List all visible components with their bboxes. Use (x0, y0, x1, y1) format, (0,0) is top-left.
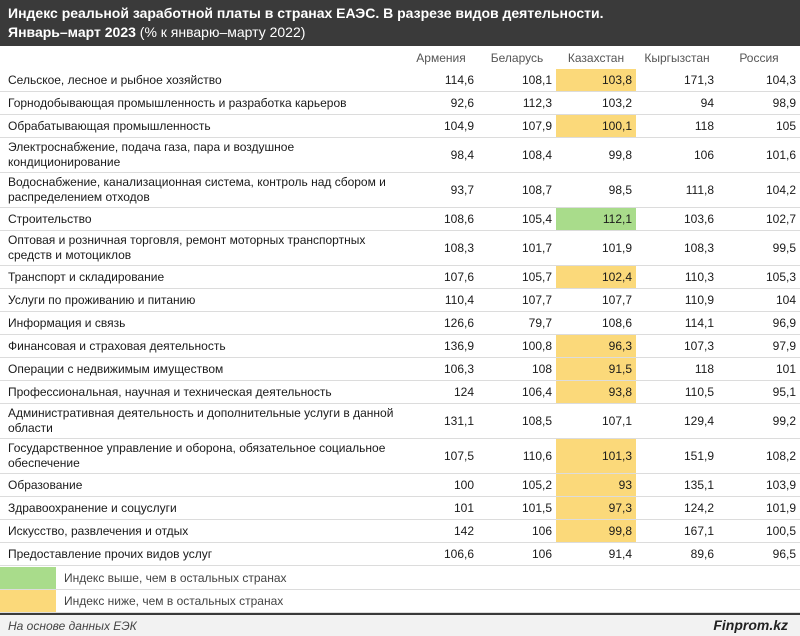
value-cell: 96,3 (556, 335, 636, 358)
value-cell: 110,9 (636, 289, 718, 312)
value-cell: 126,6 (404, 312, 478, 335)
table-row (0, 335, 800, 358)
value-cell: 92,6 (404, 92, 478, 115)
activity-label: Здравоохранение и соцуслуги (0, 497, 404, 520)
footer-bar (0, 613, 800, 636)
table-row (0, 289, 800, 312)
table-row (0, 381, 800, 404)
value-cell: 93,8 (556, 381, 636, 404)
activity-label: Горнодобывающая промышленность и разработка карьеров (0, 92, 404, 115)
value-cell: 100 (404, 474, 478, 497)
value-cell: 106 (478, 543, 556, 566)
table-row (0, 138, 800, 173)
value-cell: 108,2 (718, 439, 800, 474)
value-cell: 104,9 (404, 115, 478, 138)
column-header-country: Казахстан (567, 51, 625, 65)
value-cell: 103,2 (556, 92, 636, 115)
value-cell: 98,5 (556, 173, 636, 208)
value-cell: 104,3 (718, 69, 800, 92)
column-header-country: Армения (416, 51, 466, 65)
legend-low (0, 590, 800, 613)
value-cell: 102,4 (556, 266, 636, 289)
value-cell: 105,4 (478, 208, 556, 231)
activity-label: Услуги по проживанию и питанию (0, 289, 404, 312)
value-cell: 107,6 (404, 266, 478, 289)
activity-label: Сельское, лесное и рыбное хозяйство (0, 69, 404, 92)
activity-label: Транспорт и складирование (0, 266, 404, 289)
value-cell: 101,7 (478, 231, 556, 266)
value-cell: 110,5 (636, 381, 718, 404)
unit-label: (% к январю–марту 2022) (139, 24, 306, 40)
column-header-country: Кыргызстан (644, 51, 710, 65)
period-label: Январь–март 2023 (8, 24, 136, 40)
activity-label: Образование (0, 474, 404, 497)
value-cell: 107,5 (404, 439, 478, 474)
value-cell: 124,2 (636, 497, 718, 520)
value-cell: 91,4 (556, 543, 636, 566)
value-cell: 89,6 (636, 543, 718, 566)
activity-label: Государственное управление и оборона, обязательное социальное обеспечение (0, 439, 404, 474)
table-row (0, 543, 800, 566)
value-cell: 111,8 (636, 173, 718, 208)
table-row (0, 208, 800, 231)
value-cell: 102,7 (718, 208, 800, 231)
table-row (0, 92, 800, 115)
table-row (0, 231, 800, 266)
legend-high-text: Индекс выше, чем в остальных странах (64, 571, 287, 585)
table-row (0, 497, 800, 520)
value-cell: 107,9 (478, 115, 556, 138)
value-cell: 131,1 (404, 404, 478, 439)
activity-label: Предоставление прочих видов услуг (0, 543, 404, 566)
value-cell: 108 (478, 358, 556, 381)
value-cell: 106,3 (404, 358, 478, 381)
table-row (0, 404, 800, 439)
value-cell: 124 (404, 381, 478, 404)
value-cell: 101,3 (556, 439, 636, 474)
value-cell: 101,6 (718, 138, 800, 173)
table-row (0, 358, 800, 381)
activity-label: Водоснабжение, канализационная система, контроль над сбором и распределением отходов (0, 173, 404, 208)
table-row (0, 312, 800, 335)
value-cell: 105,7 (478, 266, 556, 289)
activity-label: Информация и связь (0, 312, 404, 335)
activity-label: Электроснабжение, подача газа, пара и воздушное кондиционирование (0, 138, 404, 173)
value-cell: 103,9 (718, 474, 800, 497)
value-cell: 118 (636, 115, 718, 138)
value-cell: 99,5 (718, 231, 800, 266)
table-row (0, 69, 800, 92)
value-cell: 105,2 (478, 474, 556, 497)
table-row (0, 266, 800, 289)
legend-high-swatch (0, 567, 56, 589)
value-cell: 112,3 (478, 92, 556, 115)
value-cell: 135,1 (636, 474, 718, 497)
activity-label: Финансовая и страховая деятельность (0, 335, 404, 358)
table-row (0, 115, 800, 138)
value-cell: 106 (636, 138, 718, 173)
value-cell: 100,5 (718, 520, 800, 543)
value-cell: 108,3 (636, 231, 718, 266)
value-cell: 94 (636, 92, 718, 115)
legend-low-swatch (0, 590, 56, 612)
value-cell: 101,9 (556, 231, 636, 266)
header-bar (0, 0, 800, 46)
value-cell: 97,3 (556, 497, 636, 520)
value-cell: 167,1 (636, 520, 718, 543)
value-cell: 142 (404, 520, 478, 543)
column-header-country: Россия (739, 51, 779, 65)
value-cell: 103,6 (636, 208, 718, 231)
value-cell: 99,8 (556, 520, 636, 543)
value-cell: 108,6 (404, 208, 478, 231)
value-cell: 104,2 (718, 173, 800, 208)
table-header-row (0, 47, 800, 69)
table-row (0, 173, 800, 208)
value-cell: 112,1 (556, 208, 636, 231)
value-cell: 110,3 (636, 266, 718, 289)
value-cell: 114,6 (404, 69, 478, 92)
value-cell: 171,3 (636, 69, 718, 92)
legend-low-text: Индекс ниже, чем в остальных странах (64, 594, 284, 608)
value-cell: 108,3 (404, 231, 478, 266)
activity-label: Профессиональная, научная и техническая деятельность (0, 381, 404, 404)
value-cell: 108,5 (478, 404, 556, 439)
activity-label: Обрабатывающая промышленность (0, 115, 404, 138)
brand-logo: Finprom.kz (713, 617, 788, 633)
value-cell: 103,8 (556, 69, 636, 92)
value-cell: 99,8 (556, 138, 636, 173)
value-cell: 108,7 (478, 173, 556, 208)
column-header-activity (0, 47, 404, 69)
value-cell: 105 (718, 115, 800, 138)
table-row (0, 520, 800, 543)
value-cell: 99,2 (718, 404, 800, 439)
value-cell: 97,9 (718, 335, 800, 358)
page-title: Индекс реальной заработной платы в странах ЕАЭС. В разрезе видов деятельности. (8, 5, 604, 21)
activity-label: Оптовая и розничная торговля, ремонт моторных транспортных средств и мотоциклов (0, 231, 404, 266)
value-cell: 151,9 (636, 439, 718, 474)
value-cell: 136,9 (404, 335, 478, 358)
wage-index-table (0, 47, 800, 566)
table-row (0, 474, 800, 497)
table-row (0, 439, 800, 474)
source-note: На основе данных ЕЭК (8, 619, 137, 633)
value-cell: 107,1 (556, 404, 636, 439)
value-cell: 105,3 (718, 266, 800, 289)
value-cell: 93 (556, 474, 636, 497)
value-cell: 96,9 (718, 312, 800, 335)
value-cell: 106 (478, 520, 556, 543)
value-cell: 129,4 (636, 404, 718, 439)
value-cell: 95,1 (718, 381, 800, 404)
value-cell: 107,7 (478, 289, 556, 312)
value-cell: 104 (718, 289, 800, 312)
value-cell: 108,4 (478, 138, 556, 173)
value-cell: 110,4 (404, 289, 478, 312)
value-cell: 101 (718, 358, 800, 381)
value-cell: 114,1 (636, 312, 718, 335)
value-cell: 100,8 (478, 335, 556, 358)
value-cell: 93,7 (404, 173, 478, 208)
value-cell: 107,7 (556, 289, 636, 312)
value-cell: 100,1 (556, 115, 636, 138)
value-cell: 98,9 (718, 92, 800, 115)
value-cell: 106,6 (404, 543, 478, 566)
value-cell: 107,3 (636, 335, 718, 358)
value-cell: 101,9 (718, 497, 800, 520)
value-cell: 118 (636, 358, 718, 381)
legend-high (0, 567, 800, 590)
activity-label: Операции с недвижимым имуществом (0, 358, 404, 381)
column-header-country: Беларусь (490, 51, 544, 65)
value-cell: 110,6 (478, 439, 556, 474)
activity-label: Административная деятельность и дополнительные услуги в данной области (0, 404, 404, 439)
activity-label: Искусство, развлечения и отдых (0, 520, 404, 543)
value-cell: 101 (404, 497, 478, 520)
value-cell: 101,5 (478, 497, 556, 520)
value-cell: 108,6 (556, 312, 636, 335)
table-body (0, 69, 800, 566)
activity-label: Строительство (0, 208, 404, 231)
value-cell: 108,1 (478, 69, 556, 92)
value-cell: 98,4 (404, 138, 478, 173)
value-cell: 91,5 (556, 358, 636, 381)
value-cell: 106,4 (478, 381, 556, 404)
value-cell: 79,7 (478, 312, 556, 335)
value-cell: 96,5 (718, 543, 800, 566)
page-subtitle (8, 23, 792, 42)
